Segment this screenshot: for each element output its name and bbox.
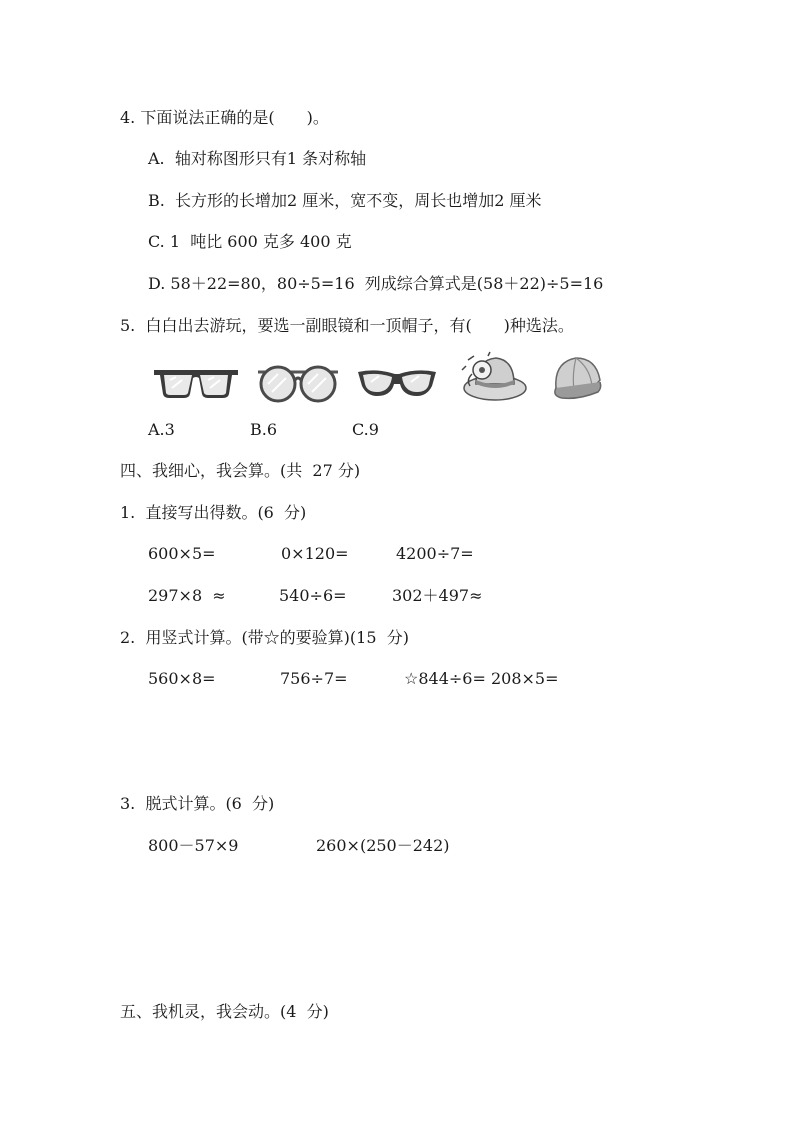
p1-row2-item1: 297×8 ≈ — [148, 586, 226, 605]
p2-item2: 756÷7= — [280, 669, 348, 688]
q4-option-b: B. 长方形的长增加2 厘米，宽不变，周长也增加2 厘米 — [148, 191, 542, 210]
p1-row1-item3: 4200÷7= — [396, 544, 474, 563]
cat-eye-glasses-icon — [357, 366, 437, 400]
q5-stem: 5. 白白出去游玩，要选一副眼镜和一顶帽子，有( )种选法。 — [120, 316, 574, 335]
p1-row1-item1: 600×5= — [148, 544, 216, 563]
p1-row2-item3: 302＋497≈ — [392, 586, 483, 605]
q4-stem: 4. 下面说法正确的是( )。 — [120, 108, 329, 127]
section4-p3-title: 3. 脱式计算。(6 分) — [120, 794, 275, 813]
q4-option-a: A. 轴对称图形只有1 条对称轴 — [148, 149, 367, 168]
section4-p1-title: 1. 直接写出得数。(6 分) — [120, 503, 307, 522]
p2-item3: ☆844÷6= 208×5= — [404, 669, 559, 688]
section4-p2-title: 2. 用竖式计算。(带☆的要验算)(15 分) — [120, 628, 409, 647]
round-glasses-icon — [256, 362, 340, 404]
q4-option-d: D. 58＋22=80，80÷5=16 列成综合算式是(58＋22)÷5=16 — [148, 274, 604, 293]
q5-choice-c: C.9 — [352, 420, 379, 439]
section4-title: 四、我细心，我会算。(共 27 分) — [120, 461, 361, 480]
p3-item2: 260×(250－242) — [316, 836, 450, 855]
p1-row1-item2: 0×120= — [281, 544, 349, 563]
p2-item1: 560×8= — [148, 669, 216, 688]
q5-choice-a: A.3 — [148, 420, 175, 439]
black-glasses-icon — [152, 364, 240, 402]
q4-option-c: C. 1 吨比 600 克多 400 克 — [148, 232, 352, 251]
q5-choice-b: B.6 — [250, 420, 278, 439]
p1-row2-item2: 540÷6= — [279, 586, 347, 605]
flower-hat-icon — [458, 350, 528, 404]
section5-title: 五、我机灵，我会动。(4 分) — [120, 1002, 329, 1021]
p3-item1: 800－57×9 — [148, 836, 239, 855]
baseball-cap-icon — [550, 352, 604, 402]
